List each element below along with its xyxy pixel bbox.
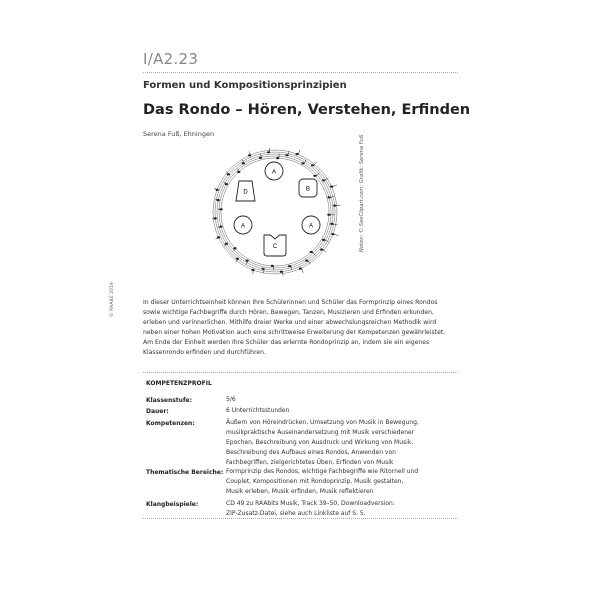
label-klangbeispiele: Klangbeispiele: (146, 501, 199, 508)
value-line: CD 49 zu RAAbits Musik, Track 39–50, Downloadversion: (226, 500, 395, 507)
shape-c (264, 235, 286, 256)
section-code: I/A2.23 (143, 50, 199, 68)
intro-line: In dieser Unterrichtseinheit können Ihre Schülerinnen und Schüler das Formprinzip eines Rondos (143, 299, 438, 306)
label-dauer: Dauer: (146, 408, 169, 415)
divider-top (143, 72, 458, 73)
value-line: Epochen, Beschreibung von Ausdruck und Wirkung von Musik, (226, 439, 414, 446)
value-line: ZIP-Zusatz-Datei, siehe auch Linkliste auf S. 5. (226, 510, 366, 517)
value-line: 5/6 (226, 396, 236, 403)
shape-b-label: B (305, 186, 311, 193)
value-line: Äußern von Höreindrücken, Umsetzung von Musik in Bewegung, (226, 419, 419, 426)
music-note (271, 265, 274, 271)
value-line: Musik erleben, Musik erfinden, Musik reflektieren (226, 488, 374, 495)
page-title: Das Rondo – Hören, Verstehen, Erfinden (143, 102, 471, 118)
shape-a-left (234, 216, 252, 234)
profile-heading: KOMPETENZPROFIL (146, 380, 212, 387)
music-note (212, 217, 217, 219)
shape-d-label: D (243, 189, 248, 196)
shape-a-left-label: A (240, 223, 246, 230)
music-note (311, 162, 317, 167)
music-note (296, 150, 300, 155)
label-klassenstufe: Klassenstufe: (146, 397, 193, 404)
rondo-illustration (200, 146, 350, 278)
music-note (313, 173, 319, 177)
intro-line: Klassenrondo erfinden und durchführen. (143, 349, 266, 356)
intro-line: neben einer hohen Motivation auch eine schrittweise Erweiterung der Kompetenzen gewährleistet. (143, 329, 446, 336)
subtitle: Formen und Kompositionsprinzipien (143, 80, 347, 91)
shape-c-label: C (272, 244, 278, 250)
shape-d (236, 181, 255, 201)
intro-line: sowie wichtige Fachbegriffe durch Hören, Bewegen, Tanzen, Musizieren und Erfinden erkunden, (143, 309, 434, 316)
intro-line: Am Ende der Einheit werden Ihre Schüler das erlernte Rondoprinzip an, indem sie ein eigenes (143, 339, 430, 346)
author: Serena Fuß, Ehningen (143, 130, 215, 138)
music-note (280, 271, 283, 277)
value-line: musikpraktische Auseinandersetzung mit Musik verschiedener (226, 429, 415, 436)
value-thematische-bereiche (226, 467, 458, 497)
copyright-notice: © RAABE 2019 (110, 282, 115, 317)
value-line: Fachbegriffen, zielgerichtetes Üben, Erfinden von Musik (226, 459, 394, 466)
label-kompetenzen: Kompetenzen: (146, 420, 195, 427)
shape-a-top-label: A (271, 169, 277, 176)
intro-line: erleben und verinnerlichen. Mithilfe dreier Werke und einer abwechslungsreichen Methodik wird (143, 319, 437, 326)
divider-middle (143, 372, 458, 373)
value-dauer (226, 406, 458, 416)
value-klangbeispiele (226, 499, 458, 519)
image-credit: Noten: © SeeClipart.com; Grafik: Serena Fuß (359, 134, 365, 252)
music-note (299, 268, 304, 273)
shape-b (299, 179, 317, 197)
value-kompetenzen (226, 418, 458, 468)
value-klassenstufe (226, 395, 458, 405)
music-note (216, 236, 221, 239)
music-note (320, 249, 326, 253)
value-line: Beschreibung des Aufbaus eines Rondos, Anwenden von (226, 449, 396, 456)
divider-bottom (143, 518, 458, 519)
shape-a-right-label: A (308, 223, 314, 230)
label-thematische-bereiche: Thematische Bereiche: (146, 469, 224, 476)
music-note (276, 154, 279, 160)
music-note (251, 269, 254, 274)
value-line: Couplet, Kompositionen mit Rondoprinzip, Musik gestalten, (226, 478, 404, 485)
shape-a-right (302, 216, 320, 234)
music-note (248, 151, 251, 156)
music-note (214, 188, 219, 191)
intro-text (143, 298, 458, 358)
music-note (218, 208, 223, 210)
value-line: Formprinzip des Rondos, wichtige Fachbegriffe wie Ritornell und (226, 468, 419, 475)
shape-a-top (265, 162, 283, 180)
music-note (215, 199, 220, 201)
value-line: 6 Unterrichtsstunden (226, 407, 290, 414)
